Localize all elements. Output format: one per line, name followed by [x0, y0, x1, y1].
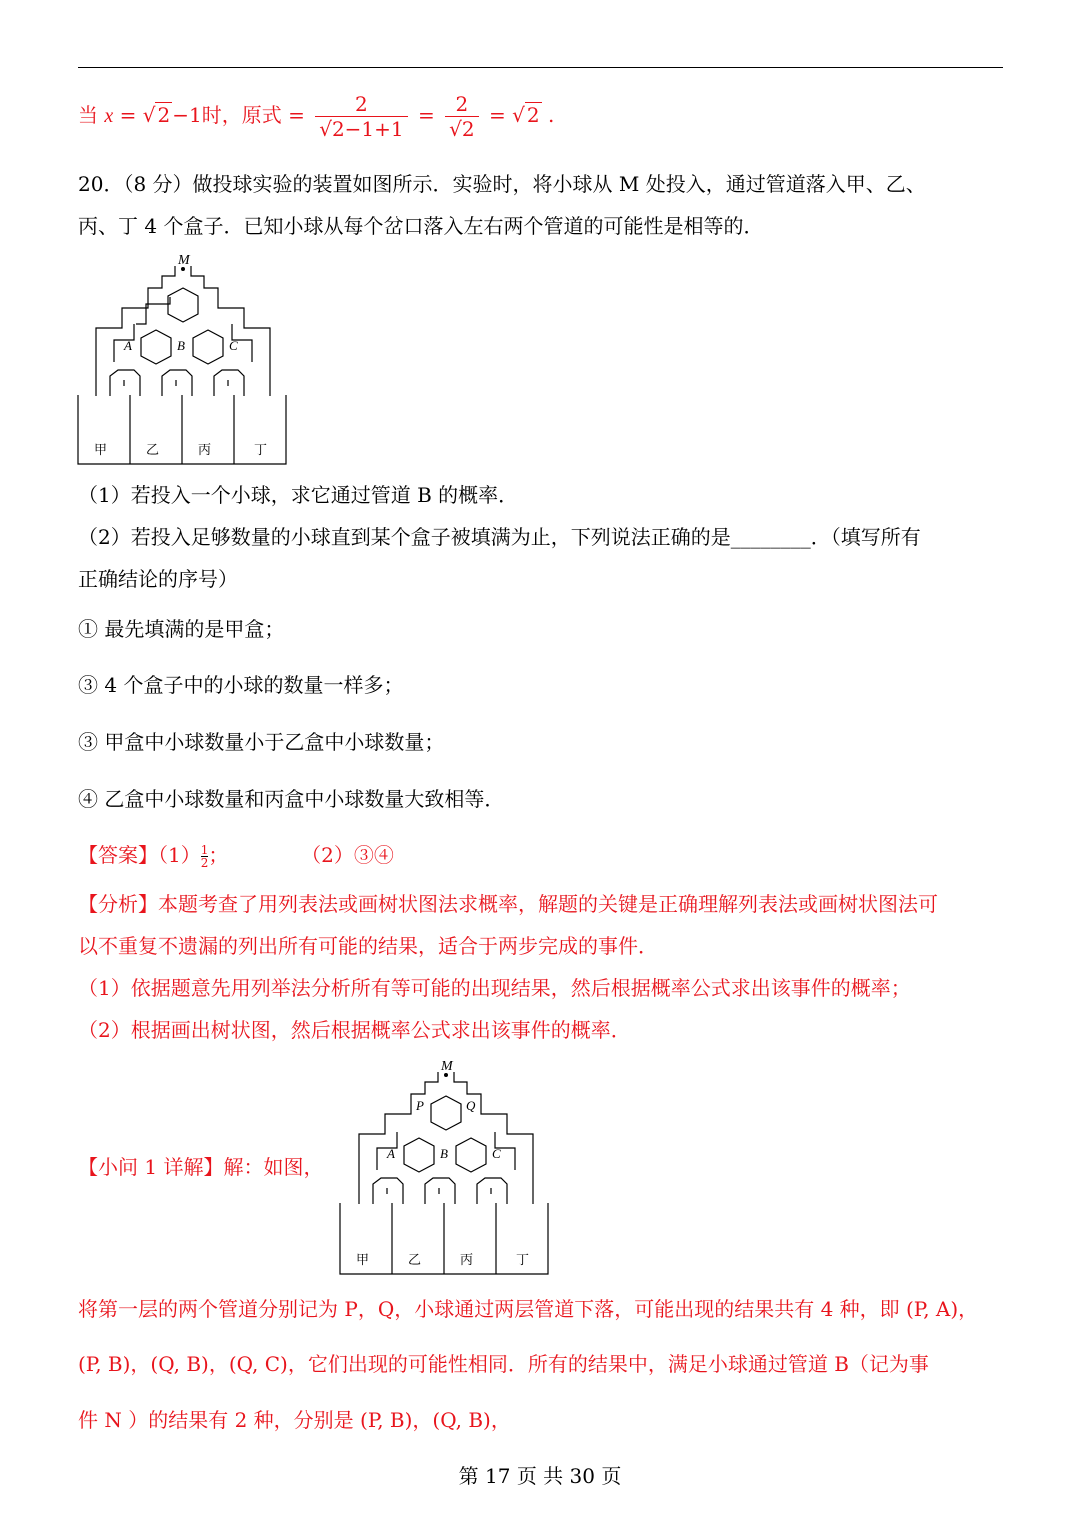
box-jia-2: 甲 — [356, 1252, 370, 1267]
detail-line-2: (P, B)，(Q, B)，(Q, C)，它们出现的可能性相同．所有的结果中，满足小球通过管道 B（记为事 — [78, 1352, 929, 1376]
box-ding: 丁 — [254, 442, 268, 457]
option-4: ④ 乙盒中小球数量和丙盒中小球数量大致相等． — [78, 787, 505, 811]
box-jia: 甲 — [94, 442, 108, 457]
box-bing: 丙 — [198, 442, 212, 457]
formula-result: √ 2 — [512, 103, 540, 127]
answer-part-1: （1） — [158, 843, 201, 867]
fraction-1: $\frac{2}{√2-1+1}$ — [315, 92, 407, 141]
formula-variable: x — [104, 105, 114, 127]
part-2-line-2: 正确结论的序号） — [78, 567, 238, 591]
header-rule — [78, 67, 1003, 68]
answer-line: 【答案】（1） $\frac{1}{2}$ ； （2）③④ — [78, 843, 394, 870]
box-yi: 乙 — [146, 442, 160, 457]
option-1: ① 最先填满的是甲盒； — [78, 617, 285, 641]
labeled-apparatus-svg — [334, 1056, 552, 1278]
apparatus-svg — [76, 252, 288, 468]
part-2-line-1: （2）若投入足够数量的小球直到某个盒子被填满为止，下列说法正确的是________．（填写所有 — [78, 525, 921, 549]
box-yi-2: 乙 — [408, 1252, 422, 1267]
detail-text: 解：如图， — [223, 1155, 324, 1179]
label-c-2: C — [492, 1146, 501, 1161]
fraction-2: $\frac{2}{√2}$ — [445, 92, 478, 141]
formula-eq: = — [119, 103, 137, 127]
label-a: A — [124, 338, 132, 353]
label-b-2: B — [440, 1146, 448, 1161]
detail-heading — [78, 1155, 323, 1179]
question-line-1: 20．（8 分）做投球实验的装置如图所示．实验时，将小球从 M 处投入，通过管道落入甲、乙、 — [78, 172, 926, 196]
label-c: C — [229, 338, 238, 353]
label-b: B — [177, 338, 185, 353]
apparatus-diagram — [76, 252, 288, 472]
part-1: （1）若投入一个小球，求它通过管道 B 的概率． — [78, 483, 519, 507]
formula-suffix: 时，原式 — [201, 103, 282, 127]
detail-line-3: 件 N ）的结果有 2 种，分别是 (P, B)，(Q, B)， — [78, 1408, 511, 1432]
label-m: M — [178, 253, 190, 268]
box-ding-2: 丁 — [516, 1252, 530, 1267]
label-a-2: A — [387, 1146, 395, 1161]
labeled-apparatus-diagram — [334, 1056, 552, 1282]
formula-prefix: 当 — [78, 103, 98, 127]
detail-line-1: 将第一层的两个管道分别记为 P，Q，小球通过两层管道下落，可能出现的结果共有 4 种，即 (P, A)， — [78, 1297, 979, 1321]
analysis-line-3: （1）依据题意先用列举法分析所有等可能的出现结果，然后根据概率公式求出该事件的概率； — [78, 976, 911, 1000]
answer-tag: 【答案】 — [78, 843, 158, 867]
option-3: ③ 甲盒中小球数量小于乙盒中小球数量； — [78, 730, 445, 754]
page-footer: 第 17 页 共 30 页 — [458, 1464, 622, 1488]
analysis-line-4: （2）根据画出树状图，然后根据概率公式求出该事件的概率． — [78, 1018, 631, 1042]
answer-part-2: （2）③④ — [301, 843, 394, 867]
label-p: P — [416, 1098, 424, 1113]
box-bing-2: 丙 — [460, 1252, 474, 1267]
top-formula: 当 x = √ 2 −1时，原式 = $\frac{2}{√2-1+1}$ = $\frac{2}{√2}$ = √ 2 . — [78, 92, 555, 141]
label-q: Q — [466, 1098, 476, 1113]
option-2: ③ 4 个盒子中的小球的数量一样多； — [78, 673, 404, 697]
answer-fraction: $\frac{1}{2}$ — [200, 843, 209, 870]
analysis-line-1: 【分析】本题考查了用列表法或画树状图法求概率，解题的关键是正确理解列表法或画树状图法可 — [78, 892, 938, 916]
question-line-2: 丙、丁 4 个盒子．已知小球从每个岔口落入左右两个管道的可能性是相等的． — [78, 214, 764, 238]
label-m-2: M — [441, 1059, 453, 1074]
analysis-line-2: 以不重复不遗漏的列出所有可能的结果，适合于两步完成的事件． — [78, 934, 658, 958]
formula-minus: −1 — [172, 103, 202, 127]
detail-tag: 【小问 1 详解】 — [78, 1155, 224, 1179]
formula-sqrt: √ 2 — [142, 103, 171, 127]
